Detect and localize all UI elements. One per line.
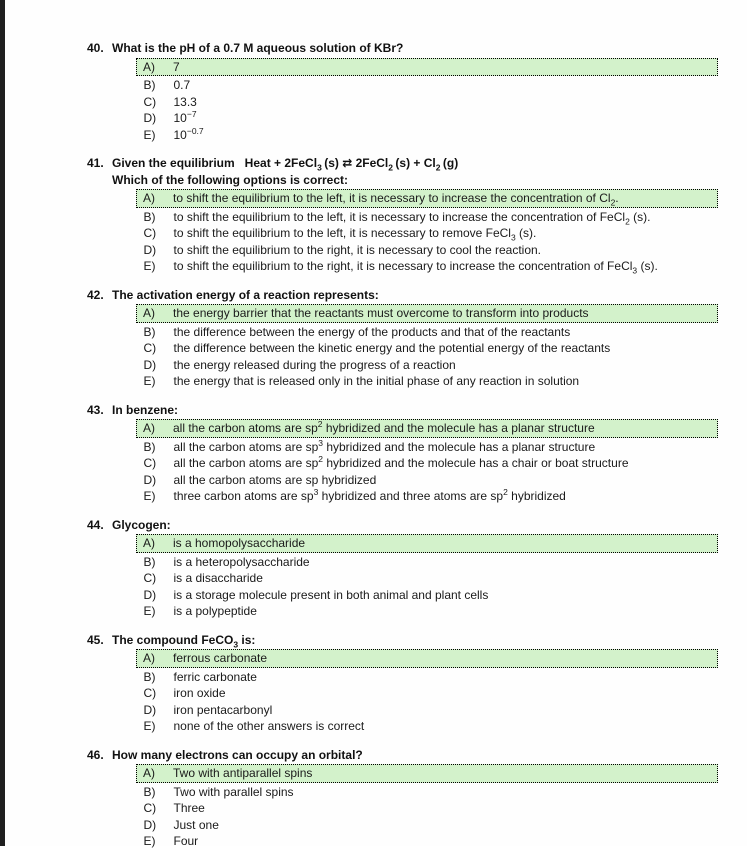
answer-option (136, 587, 718, 604)
options-list (136, 304, 718, 390)
question-block (87, 747, 747, 850)
option-letter: B) (143, 209, 156, 224)
answer-option-highlighted (136, 419, 718, 438)
question-number: 43. (87, 402, 104, 417)
option-text: to shift the equilibrium to the left, it is necessary to increase the concentration of $Cl_2$. (173, 191, 619, 208)
option-text: all the carbon atoms are $sp^2$ hybridized and the molecule has a planar structure (173, 419, 595, 435)
option-letter: E) (143, 489, 156, 503)
options-list (136, 764, 718, 850)
option-letter: A) (143, 191, 155, 205)
question-subtitle: Which of the following options is correct: (112, 172, 348, 187)
answer-option (136, 209, 718, 226)
option-text: three carbon atoms are $sp^3$ hybridized and three atoms are $sp^2$ hybridized (173, 487, 566, 503)
option-text: is a polypeptide (173, 604, 257, 618)
option-text: ferrous carbonate (173, 651, 268, 665)
option-letter: B) (143, 554, 156, 569)
answer-option-highlighted (136, 58, 718, 77)
answer-option (136, 817, 718, 834)
option-letter: D) (143, 242, 157, 257)
question-title: Glycogen: (112, 517, 171, 532)
question-header (87, 40, 747, 57)
option-letter: B) (143, 669, 156, 684)
answer-option-highlighted (136, 764, 718, 783)
option-letter: E) (143, 604, 156, 618)
option-text: all the carbon atoms are sp hybridized (173, 472, 377, 487)
option-letter: C) (143, 456, 157, 470)
answer-option (136, 373, 718, 390)
question-header (87, 747, 747, 764)
option-text: to shift the equilibrium to the left, it is necessary to remove FeCl$_3$ (s). (173, 226, 537, 243)
question-title: The activation energy of a reaction represents: (112, 287, 379, 302)
option-letter: E) (143, 719, 156, 733)
question-title: The compound FeCO$_3$ is: (112, 632, 256, 649)
option-letter: E) (143, 259, 156, 273)
answer-option (136, 127, 718, 144)
option-letter: B) (143, 784, 156, 799)
option-text: is a heteropolysaccharide (173, 554, 310, 569)
answer-option (136, 357, 718, 374)
question-number: 42. (87, 287, 104, 302)
answer-option (136, 784, 718, 801)
option-letter: D) (143, 111, 157, 125)
question-number: 41. (87, 156, 104, 170)
answer-option (136, 800, 718, 817)
answer-option (136, 669, 718, 686)
option-letter: B) (143, 78, 156, 92)
question-number: 45. (87, 632, 104, 647)
option-letter: C) (143, 801, 157, 815)
option-text: ferric carbonate (173, 669, 257, 684)
option-letter: A) (143, 421, 155, 435)
answer-option-highlighted (136, 304, 718, 323)
options-list (136, 419, 718, 505)
option-text: Two with antiparallel spins (173, 766, 313, 780)
option-text: Just one (173, 817, 219, 832)
question-title: What is the pH of a 0.7 M aqueous solution of KBr? (112, 41, 404, 55)
option-letter: D) (143, 817, 157, 832)
option-text: the energy barrier that the reactants must overcome to transform into products (173, 306, 589, 320)
answer-option (136, 439, 718, 456)
options-list (136, 649, 718, 735)
option-letter: C) (143, 94, 157, 109)
answer-option-highlighted (136, 534, 718, 553)
option-letter: C) (143, 226, 157, 240)
option-text: is a homopolysaccharide (173, 536, 306, 550)
option-letter: D) (143, 472, 157, 487)
question-block (87, 155, 747, 275)
option-text: to shift the equilibrium to the right, it is necessary to increase the concentration of FeCl$_3$ (s). (173, 259, 658, 276)
option-text: all the carbon atoms are $sp^3$ hybridized and the molecule has a planar structure (173, 437, 596, 454)
option-text: 13.3 (173, 94, 197, 109)
question-header (87, 402, 747, 419)
option-text: is a disaccharide (173, 571, 263, 585)
answer-option (136, 472, 718, 489)
question-block (87, 287, 747, 390)
questions-list (87, 40, 747, 850)
answer-option (136, 110, 718, 127)
option-letter: B) (143, 324, 156, 339)
answer-option (136, 324, 718, 341)
option-text: Two with parallel spins (173, 784, 294, 799)
option-letter: A) (143, 651, 155, 665)
question-number: 40. (87, 41, 104, 55)
option-letter: D) (143, 357, 157, 372)
answer-option-highlighted (136, 649, 718, 668)
option-text: to shift the equilibrium to the left, it is necessary to increase the concentration of FeCl$_2$ (s). (173, 209, 651, 226)
question-block (87, 632, 747, 735)
answer-option (136, 603, 718, 620)
option-text: the difference between the kinetic energy and the potential energy of the reactants (173, 341, 611, 355)
option-text: Four (173, 834, 199, 848)
option-letter: E) (143, 374, 156, 388)
question-title: Given the equilibrium Heat + 2FeCl$_3$ (s) ⇄ 2FeCl$_2$ $(s) + Cl_2$ (g) (112, 156, 459, 173)
option-text: iron pentacarbonyl (173, 702, 273, 717)
answer-option (136, 94, 718, 111)
question-title: How many electrons can occupy an orbital? (112, 747, 363, 762)
option-text: 7 (173, 59, 180, 74)
option-text: to shift the equilibrium to the right, it is necessary to cool the reaction. (173, 242, 542, 257)
option-letter: D) (143, 702, 157, 717)
option-text: none of the other answers is correct (173, 719, 365, 733)
answer-option (136, 225, 718, 242)
answer-option (136, 455, 718, 472)
option-letter: A) (143, 59, 155, 74)
answer-option (136, 718, 718, 735)
answer-option (136, 77, 718, 94)
options-list (136, 58, 718, 144)
answer-option (136, 340, 718, 357)
option-text: $10^{-7}$ (173, 109, 197, 125)
option-letter: E) (143, 834, 156, 848)
option-text: Three (173, 801, 205, 815)
question-header (87, 287, 747, 304)
question-header (87, 155, 747, 172)
option-letter: E) (143, 127, 156, 142)
question-block (87, 40, 747, 143)
answer-option (136, 488, 718, 505)
answer-option-highlighted (136, 189, 718, 208)
option-letter: C) (143, 571, 157, 585)
answer-option (136, 702, 718, 719)
answer-option (136, 554, 718, 571)
question-number: 44. (87, 517, 104, 532)
option-letter: A) (143, 306, 155, 320)
option-letter: C) (143, 341, 157, 355)
option-text: the energy that is released only in the initial phase of any reaction in solution (173, 374, 580, 388)
answer-option (136, 242, 718, 259)
answer-option (136, 833, 718, 850)
option-text: $10^{-0.7}$ (173, 125, 204, 142)
option-letter: D) (143, 587, 157, 602)
question-header (87, 632, 747, 649)
document-page (5, 0, 747, 846)
question-number: 46. (87, 747, 104, 762)
option-letter: A) (143, 766, 155, 780)
option-text: iron oxide (173, 686, 226, 700)
option-letter: B) (143, 439, 156, 454)
option-letter: C) (143, 686, 157, 700)
option-text: is a storage molecule present in both animal and plant cells (173, 587, 489, 602)
answer-option (136, 258, 718, 275)
answer-option (136, 570, 718, 587)
options-list (136, 534, 718, 620)
question-title: In benzene: (112, 402, 179, 417)
answer-option (136, 685, 718, 702)
option-letter: A) (143, 536, 155, 550)
question-header (87, 517, 747, 534)
option-text: 0.7 (173, 78, 191, 92)
option-text: all the carbon atoms are $sp^2$ hybridized and the molecule has a chair or boat structure (173, 454, 629, 470)
question-block (87, 517, 747, 620)
options-list (136, 189, 718, 275)
question-block (87, 402, 747, 505)
option-text: the energy released during the progress of a reaction (173, 357, 456, 372)
option-text: the difference between the energy of the products and that of the reactants (173, 324, 571, 339)
